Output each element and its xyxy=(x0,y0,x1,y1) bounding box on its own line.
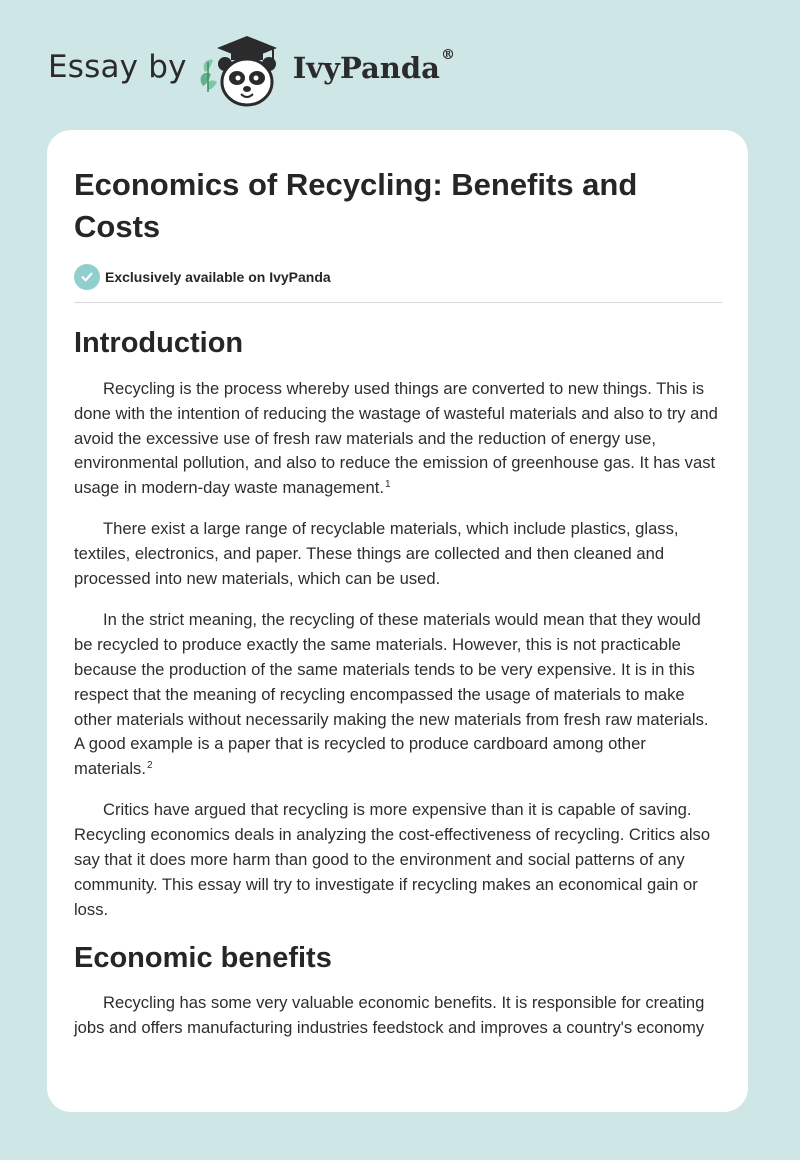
section-heading-introduction: Introduction xyxy=(74,327,244,359)
badge-text: Exclusively available on IvyPanda xyxy=(105,269,331,285)
essay-title: Economics of Recycling: Benefits and Costs xyxy=(74,167,638,244)
paragraph: Recycling has some very valuable economic benefits. It is responsible for creating jobs and offers manufacturing industries feedstock and improves a country's economy xyxy=(74,993,705,1038)
check-circle-icon xyxy=(74,264,100,290)
exclusive-badge xyxy=(74,264,722,290)
paragraph: Critics have argued that recycling is more expensive than it is capable of saving. Recycling economics deals in analyzing the cost-effectiveness of recycling. Critics also say that it does more harm than good to the environment and social patterns of any community. This essay will try to investigate if recycling makes an economical gain or loss. xyxy=(74,800,711,919)
registered-mark: ® xyxy=(440,47,455,63)
footnote-ref[interactable]: 1 xyxy=(384,478,391,490)
section-heading-economic-benefits: Economic benefits xyxy=(74,942,332,975)
essay-card xyxy=(47,130,748,1112)
divider xyxy=(74,302,722,303)
paragraph: Recycling is the process whereby used things are converted to new things. This is done with the intention of reducing the wastage of wasteful materials and also to try and avoid the excessive use of fresh raw materials and the reduction of energy use, environmental pollution, and also to reduce the emission of greenhouse gas. It has vast usage in modern-day waste management.$^1$ xyxy=(74,379,718,498)
brand-header xyxy=(48,30,455,110)
brand-name[interactable]: IvyPanda® xyxy=(292,47,455,85)
footnote-ref[interactable]: 2 xyxy=(146,759,153,771)
brand-prefix: Essay by xyxy=(48,49,187,85)
panda-graduate-icon xyxy=(197,30,289,110)
paragraph: In the strict meaning, the recycling of these materials would mean that they would be recycled to produce exactly the same materials. However, this is not practicable because the production of the same materials tends to be very expensive. It is in this respect that the meaning of recycling encompassed the usage of materials to make other materials without necessarily making the new materials from fresh raw materials. A good example is a paper that is recycled to produce cardboard among other materials.$^2$ xyxy=(74,610,709,779)
paragraph: There exist a large range of recyclable materials, which include plastics, glass, textiles, electronics, and paper. These things are collected and then cleaned and processed into new materials, which can be used. xyxy=(74,519,679,589)
